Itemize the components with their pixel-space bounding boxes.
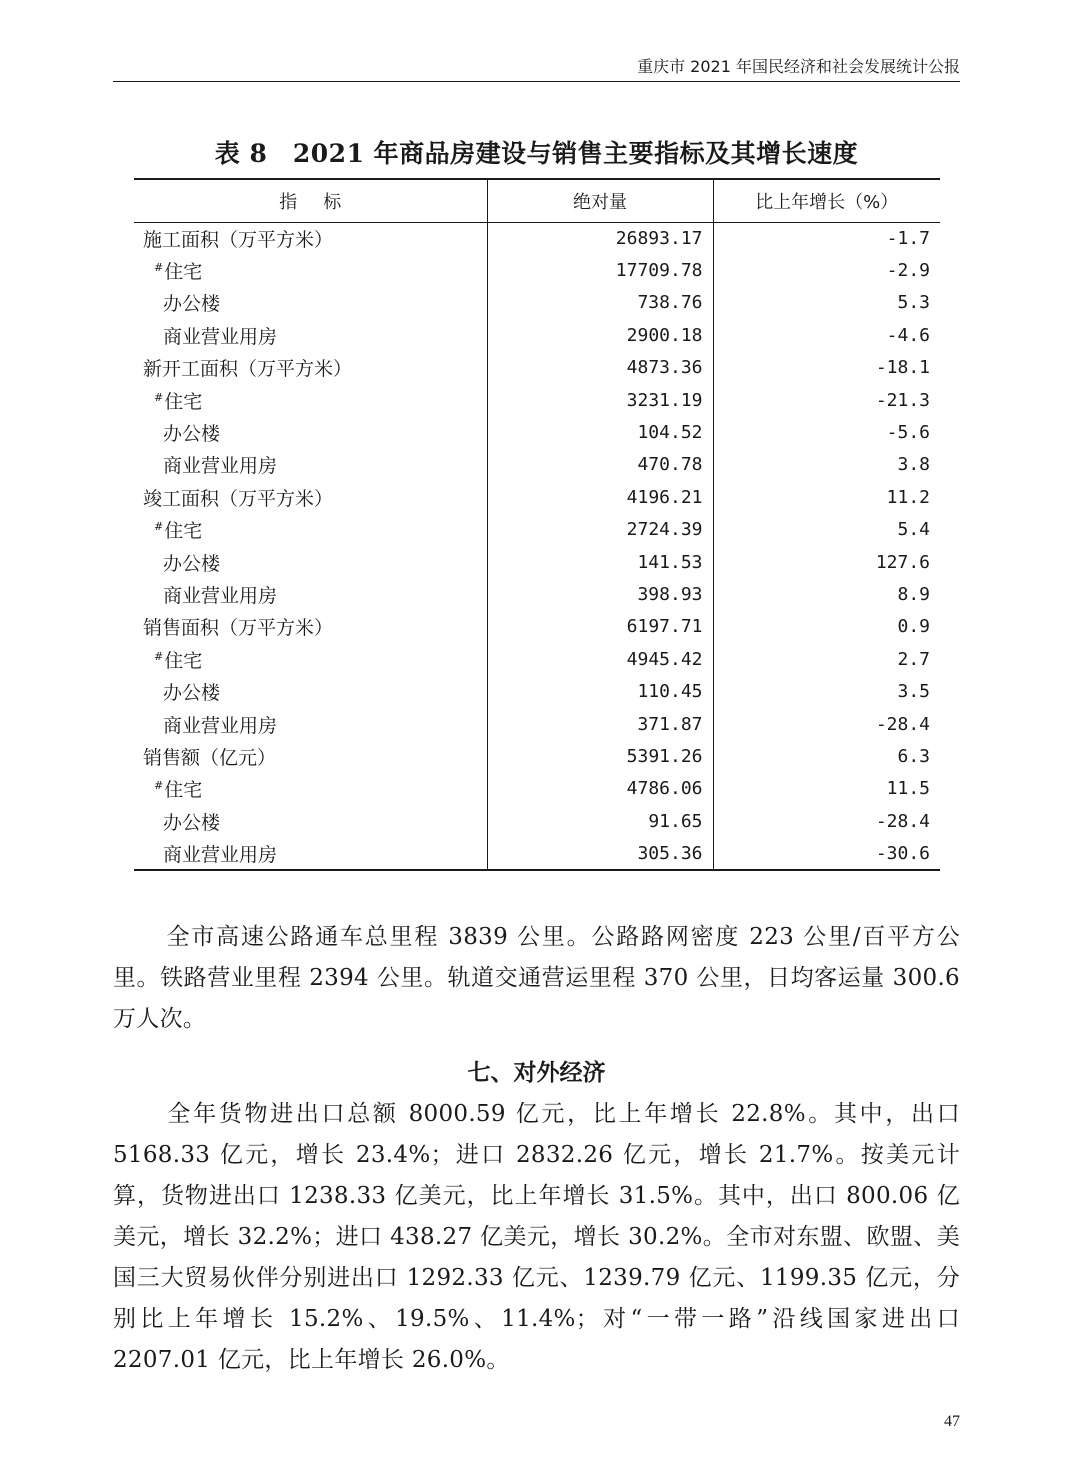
indicator-label: 住宅 <box>164 779 203 802</box>
growth-rate-cell: 2.7 <box>897 648 930 670</box>
stats-table <box>134 178 940 871</box>
growth-rate-cell: 5.3 <box>897 292 930 314</box>
paragraph-transport <box>113 917 960 1040</box>
indicator-cell <box>134 254 487 286</box>
absolute-value-cell: 371.87 <box>487 708 713 740</box>
hash-mark: # <box>154 649 164 663</box>
column-header-indicator: 指标 <box>134 179 487 222</box>
growth-rate-cell: -18.1 <box>875 357 930 379</box>
indicator-label: 商业营业用房 <box>163 455 278 478</box>
section-heading: 七、对外经济 <box>467 1060 606 1086</box>
hash-mark: # <box>154 390 164 404</box>
absolute-value-cell: 2724.39 <box>487 514 713 546</box>
growth-rate-cell: 5.4 <box>897 519 930 541</box>
growth-rate-cell: 127.6 <box>875 551 930 573</box>
indicator-label: 销售面积（万平方米） <box>143 617 334 640</box>
indicator-cell <box>134 352 487 384</box>
table-row <box>134 352 940 384</box>
absolute-value-cell: 6197.71 <box>487 611 713 643</box>
growth-rate-cell: -2.9 <box>886 260 930 282</box>
absolute-value-cell: 4786.06 <box>487 773 713 805</box>
page-number: 47 <box>944 1413 960 1430</box>
table-row <box>134 675 940 707</box>
growth-rate-cell: 0.9 <box>897 616 930 638</box>
indicator-cell <box>134 481 487 513</box>
indicator-cell <box>134 319 487 351</box>
absolute-value-cell: 17709.78 <box>487 254 713 286</box>
indicator-label: 竣工面积（万平方米） <box>143 487 334 510</box>
indicator-label: 施工面积（万平方米） <box>143 228 334 251</box>
indicator-cell <box>134 384 487 416</box>
table-row <box>134 287 940 319</box>
growth-rate-cell: -21.3 <box>875 389 930 411</box>
growth-rate-cell: -28.4 <box>875 713 930 735</box>
absolute-value-cell: 398.93 <box>487 578 713 610</box>
indicator-cell <box>134 449 487 481</box>
indicator-cell <box>134 643 487 675</box>
paragraph-transport-text: 全市高速公路通车总里程 3839 公里。公路路网密度 223 公里/百平方公里。铁路营业里程 2394 公里。轨道交通营运里程 370 公里，日均客运量 300.6 万人次。 <box>113 924 960 1032</box>
indicator-label: 办公楼 <box>163 682 221 705</box>
indicator-cell <box>134 611 487 643</box>
growth-rate-cell: 6.3 <box>897 745 930 767</box>
table-row <box>134 222 940 254</box>
growth-rate-cell: 11.2 <box>886 486 930 508</box>
table-row <box>134 481 940 513</box>
indicator-cell <box>134 287 487 319</box>
indicator-label: 商业营业用房 <box>163 584 278 607</box>
absolute-value-cell: 5391.26 <box>487 740 713 772</box>
indicator-label: 住宅 <box>164 390 203 413</box>
growth-rate-cell: 8.9 <box>897 583 930 605</box>
growth-rate-cell: -30.6 <box>713 837 940 869</box>
table-row <box>134 708 940 740</box>
growth-rate-cell: -5.6 <box>886 422 930 444</box>
indicator-label: 住宅 <box>164 649 203 672</box>
absolute-value-cell: 738.76 <box>487 287 713 319</box>
hash-mark: # <box>154 779 164 793</box>
table-row <box>134 837 940 869</box>
table-row <box>134 578 940 610</box>
table-title: 表 8 2021 年商品房建设与销售主要指标及其增长速度 <box>214 139 859 168</box>
absolute-value-cell: 110.45 <box>487 675 713 707</box>
absolute-value-cell: 4196.21 <box>487 481 713 513</box>
absolute-value-cell: 91.65 <box>487 805 713 837</box>
growth-rate-cell: 11.5 <box>886 778 930 800</box>
indicator-cell <box>134 740 487 772</box>
growth-rate-cell: -1.7 <box>886 227 930 249</box>
table-row <box>134 773 940 805</box>
absolute-value-cell: 305.36 <box>487 837 713 869</box>
header-rule <box>113 81 960 82</box>
table-row <box>134 384 940 416</box>
table-row <box>134 449 940 481</box>
absolute-value-cell: 141.53 <box>487 546 713 578</box>
growth-rate-cell: -28.4 <box>875 810 930 832</box>
hash-mark: # <box>154 520 164 534</box>
paragraph-trade <box>113 1094 960 1381</box>
indicator-cell <box>134 773 487 805</box>
indicator-cell <box>134 675 487 707</box>
indicator-label: 商业营业用房 <box>163 714 278 737</box>
indicator-label: 住宅 <box>164 520 203 543</box>
indicator-label: 商业营业用房 <box>163 843 278 866</box>
absolute-value-cell: 3231.19 <box>487 384 713 416</box>
growth-rate-cell: 3.5 <box>897 681 930 703</box>
absolute-value-cell: 470.78 <box>487 449 713 481</box>
table-row <box>134 254 940 286</box>
absolute-value-cell: 4873.36 <box>487 352 713 384</box>
table-row <box>134 416 940 448</box>
table-row <box>134 805 940 837</box>
growth-rate-cell: -4.6 <box>886 324 930 346</box>
indicator-label: 办公楼 <box>163 552 221 575</box>
indicator-cell <box>134 222 487 254</box>
table-row <box>134 319 940 351</box>
indicator-label: 办公楼 <box>163 811 221 834</box>
indicator-cell <box>134 514 487 546</box>
table-row <box>134 514 940 546</box>
indicator-cell <box>134 805 487 837</box>
absolute-value-cell: 26893.17 <box>487 222 713 254</box>
table-row <box>134 740 940 772</box>
absolute-value-cell: 4945.42 <box>487 643 713 675</box>
hash-mark: # <box>154 261 164 275</box>
indicator-label: 办公楼 <box>163 423 221 446</box>
indicator-label: 住宅 <box>164 261 203 284</box>
indicator-label: 新开工面积（万平方米） <box>143 358 353 381</box>
absolute-value-cell: 2900.18 <box>487 319 713 351</box>
table-row <box>134 643 940 675</box>
column-header-absolute: 绝对量 <box>487 179 713 222</box>
indicator-label: 销售额（亿元） <box>143 746 277 769</box>
indicator-cell <box>134 546 487 578</box>
absolute-value-cell: 104.52 <box>487 416 713 448</box>
column-header-growth: 比上年增长（%） <box>713 179 940 222</box>
running-header: 重庆市 2021 年国民经济和社会发展统计公报 <box>637 57 960 76</box>
table-row <box>134 546 940 578</box>
table-header-row <box>134 179 940 222</box>
paragraph-trade-text: 全年货物进出口总额 8000.59 亿元，比上年增长 22.8%。其中，出口 5168.33 亿元，增长 23.4%；进口 2832.26 亿元，增长 21.7%。按美元计算，货物进出口 1238.33 亿美元，比上年增长 31.5%。其中，出口 800.06 亿美元，增长 32.2%；进口 438.27 亿美元，增长 30.2%。全市对东盟、欧盟、美国三大贸易伙伴分别进出口 1292.33 亿元、1239.79 亿元、1199.35 亿元，分别比上年增长 15.2%、19.5%、11.4%；对“一带一路”沿线国家进出口 2207.01 亿元，比上年增长 26.0%。 <box>113 1101 960 1373</box>
table-row <box>134 611 940 643</box>
indicator-cell <box>134 837 487 869</box>
growth-rate-cell: 3.8 <box>897 454 930 476</box>
indicator-cell <box>134 578 487 610</box>
indicator-cell <box>134 708 487 740</box>
indicator-cell <box>134 416 487 448</box>
indicator-label: 商业营业用房 <box>163 325 278 348</box>
indicator-label: 办公楼 <box>163 293 221 316</box>
